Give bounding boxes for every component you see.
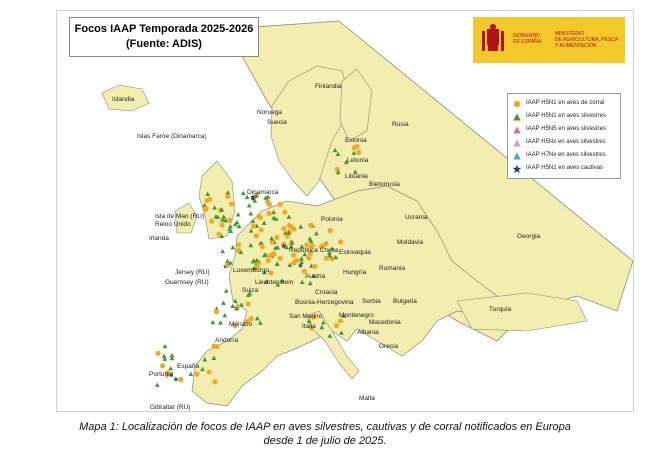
place-label-croacia: Croacia bbox=[315, 289, 338, 296]
place-label-andorra: Andorra bbox=[215, 337, 239, 344]
wild-bird-outbreak-marker bbox=[230, 245, 235, 249]
poultry-outbreak-marker bbox=[225, 194, 230, 199]
place-label-luxemburgo: Luxemburgo bbox=[233, 267, 270, 274]
wild-bird-outbreak-marker bbox=[241, 191, 246, 195]
place-label-jersey: Jersey (RU) bbox=[175, 269, 210, 276]
poultry-outbreak-marker bbox=[256, 214, 261, 219]
place-label-bosnia: Bosnia-Herzegovina bbox=[295, 299, 354, 306]
map-title-box bbox=[69, 17, 259, 57]
legend-label: IAAP H7Nx en aves silvestres bbox=[526, 152, 606, 158]
poultry-outbreak-marker bbox=[216, 232, 221, 237]
place-label-reino-unido: Reino Unido bbox=[155, 221, 191, 228]
poultry-outbreak-marker bbox=[236, 242, 241, 247]
poultry-outbreak-marker bbox=[214, 309, 219, 314]
poultry-outbreak-marker bbox=[259, 227, 264, 232]
place-label-italia: Italia bbox=[302, 323, 316, 330]
legend-label: IAAP H5N1 en aves cautivas bbox=[526, 165, 603, 171]
poultry-outbreak-marker bbox=[219, 223, 224, 228]
triangle-icon bbox=[512, 112, 522, 122]
place-label-letonia: Letonia bbox=[347, 157, 369, 164]
wild-bird-outbreak-marker bbox=[168, 366, 173, 370]
legend-label: IAAP H5N5 en aves silvestres bbox=[526, 126, 606, 132]
poultry-outbreak-marker bbox=[207, 370, 212, 375]
poultry-outbreak-marker bbox=[308, 223, 313, 228]
legend-label: IAAP H5N1 en aves de corral bbox=[526, 100, 605, 106]
place-label-portugal: Portugal bbox=[149, 371, 174, 378]
wild-bird-outbreak-marker bbox=[162, 354, 167, 358]
wild-bird-outbreak-marker bbox=[225, 259, 230, 263]
wild-bird-outbreak-marker bbox=[155, 383, 160, 387]
logo-gov-line2: DE ESPAÑA bbox=[513, 39, 542, 45]
caption-line2: desde 1 de julio de 2025. bbox=[263, 435, 387, 447]
poultry-outbreak-marker bbox=[178, 377, 183, 382]
poultry-outbreak-marker bbox=[160, 363, 165, 368]
place-label-gibraltar: Gibraltar (RU) bbox=[150, 404, 191, 411]
circle-icon bbox=[512, 99, 522, 109]
map-frame bbox=[56, 10, 634, 412]
poultry-outbreak-marker bbox=[155, 351, 160, 356]
place-label-isla-man: Isla de Man (RU) bbox=[155, 213, 205, 220]
poultry-outbreak-marker bbox=[266, 258, 271, 263]
poultry-outbreak-marker bbox=[211, 343, 216, 348]
poultry-outbreak-marker bbox=[254, 233, 259, 238]
place-label-republica-checa: República Checa bbox=[289, 247, 339, 254]
poultry-outbreak-marker bbox=[246, 301, 251, 306]
logo-ministry-line3: Y ALIMENTACIÓN bbox=[555, 43, 597, 49]
logo-ministry-line2: DE AGRICULTURA, PESCA bbox=[555, 37, 619, 43]
place-label-monaco: Mónaco bbox=[229, 321, 253, 328]
wild-bird-outbreak-marker bbox=[248, 211, 253, 215]
place-label-montenegro: Montenegro bbox=[339, 312, 374, 319]
poultry-outbreak-marker bbox=[268, 270, 273, 275]
place-label-dinamarca: Dinamarca bbox=[247, 189, 279, 196]
wild-bird-outbreak-marker bbox=[163, 344, 168, 348]
place-label-malta: Malta bbox=[359, 395, 375, 402]
poultry-outbreak-marker bbox=[335, 167, 340, 172]
place-label-eslovaquia: Eslovaquia bbox=[339, 249, 371, 256]
captive-outbreak-marker bbox=[173, 377, 178, 382]
place-label-suiza: Suiza bbox=[242, 287, 259, 294]
place-label-ucrania: Ucrania bbox=[405, 214, 428, 221]
poultry-outbreak-marker bbox=[324, 256, 329, 261]
map-legend bbox=[507, 93, 621, 179]
poultry-outbreak-marker bbox=[229, 202, 234, 207]
place-label-bielorrusia: Bielorrusia bbox=[369, 181, 400, 188]
map-caption bbox=[0, 420, 650, 448]
place-label-liechtenstein: Liechtenstein bbox=[255, 279, 294, 286]
poultry-outbreak-marker bbox=[227, 218, 232, 223]
place-label-islandia: Islandia bbox=[112, 96, 135, 103]
poultry-outbreak-marker bbox=[282, 210, 287, 215]
poultry-outbreak-marker bbox=[260, 244, 265, 249]
place-label-serbia: Serbia bbox=[362, 298, 381, 305]
place-label-georgia: Georgia bbox=[517, 233, 541, 240]
poultry-outbreak-marker bbox=[338, 240, 343, 245]
place-label-rumania: Rumania bbox=[379, 265, 406, 272]
poultry-outbreak-marker bbox=[204, 206, 209, 211]
poultry-outbreak-marker bbox=[334, 323, 339, 328]
poultry-outbreak-marker bbox=[287, 223, 292, 228]
logo-ministry-line1: MINISTERIO bbox=[555, 31, 585, 37]
coat-of-arms-icon bbox=[479, 23, 507, 57]
poultry-outbreak-marker bbox=[356, 150, 361, 155]
poultry-outbreak-marker bbox=[278, 202, 283, 207]
place-label-austria: Austria bbox=[305, 273, 326, 280]
wild-bird-outbreak-marker bbox=[188, 372, 193, 376]
poultry-outbreak-marker bbox=[204, 198, 209, 203]
wild-bird-outbreak-marker bbox=[222, 313, 227, 317]
place-label-irlanda: Irlanda bbox=[149, 235, 169, 242]
triangle-icon bbox=[512, 125, 522, 135]
poultry-outbreak-marker bbox=[212, 379, 217, 384]
wild-bird-outbreak-marker bbox=[224, 288, 229, 292]
poultry-outbreak-marker bbox=[194, 372, 199, 377]
triangle-icon bbox=[512, 138, 522, 148]
place-label-finlandia: Finlandia bbox=[315, 83, 342, 90]
poultry-outbreak-marker bbox=[294, 258, 299, 263]
wild-bird-outbreak-marker bbox=[247, 203, 252, 207]
triangle-icon bbox=[512, 151, 522, 161]
poultry-outbreak-marker bbox=[274, 235, 279, 240]
place-label-feroe: Islas Faroe (Dinamarca) bbox=[137, 133, 207, 140]
place-label-macedonia: Macedonia bbox=[369, 319, 401, 326]
europe-map bbox=[57, 11, 633, 411]
logo-gov-line1: GOBIERNO bbox=[513, 33, 540, 39]
place-label-grecia: Grecia bbox=[379, 343, 399, 350]
poultry-outbreak-marker bbox=[312, 264, 317, 269]
map-title: Focos IAAP Temporada 2025-2026 bbox=[74, 23, 254, 35]
wild-bird-outbreak-marker bbox=[221, 300, 226, 304]
place-label-guernsey: Guernsey (RU) bbox=[165, 279, 209, 286]
place-label-turquia: Turquía bbox=[489, 306, 512, 313]
poultry-outbreak-marker bbox=[271, 251, 276, 256]
place-label-hungria: Hungría bbox=[343, 269, 367, 276]
place-label-espana: España bbox=[177, 363, 200, 370]
place-label-bulgaria: Bulgaria bbox=[393, 298, 417, 305]
wild-bird-outbreak-marker bbox=[220, 249, 225, 253]
wild-bird-outbreak-marker bbox=[230, 304, 235, 308]
poultry-outbreak-marker bbox=[281, 226, 286, 231]
place-label-moldavia: Moldavia bbox=[397, 239, 424, 246]
poultry-outbreak-marker bbox=[352, 145, 357, 150]
star-icon bbox=[512, 164, 522, 174]
place-label-polonia: Polonia bbox=[321, 216, 343, 223]
map-subtitle: (Fuente: ADIS) bbox=[126, 38, 202, 50]
poultry-outbreak-marker bbox=[251, 224, 256, 229]
poultry-outbreak-marker bbox=[266, 211, 271, 216]
place-label-rusia: Rusia bbox=[392, 121, 409, 128]
place-label-lituania: Lituania bbox=[345, 173, 368, 180]
poultry-outbreak-marker bbox=[267, 202, 272, 207]
caption-line1: Mapa 1: Localización de focos de IAAP en aves silvestres, cautivas y de corral notificados en Europa bbox=[79, 421, 571, 433]
wild-bird-outbreak-marker bbox=[236, 212, 241, 216]
place-label-noruega: Noruega bbox=[257, 109, 282, 116]
wild-bird-outbreak-marker bbox=[210, 320, 215, 324]
legend-label: IAAP H5N1 en aves silvestres bbox=[526, 113, 606, 119]
place-label-suecia: Suecia bbox=[267, 119, 287, 126]
poultry-outbreak-marker bbox=[209, 218, 214, 223]
legend-label: IAAP H5Nx en aves silvestres bbox=[526, 139, 606, 145]
poultry-outbreak-marker bbox=[278, 256, 283, 261]
place-label-san-marino: San Marino bbox=[289, 313, 323, 320]
place-label-estonia: Estonia bbox=[345, 137, 367, 144]
place-label-albania: Albania bbox=[357, 329, 379, 336]
poultry-outbreak-marker bbox=[328, 228, 333, 233]
wild-bird-outbreak-marker bbox=[235, 220, 240, 224]
wild-bird-outbreak-marker bbox=[218, 320, 223, 324]
poultry-outbreak-marker bbox=[291, 226, 296, 231]
government-logo bbox=[473, 17, 625, 63]
